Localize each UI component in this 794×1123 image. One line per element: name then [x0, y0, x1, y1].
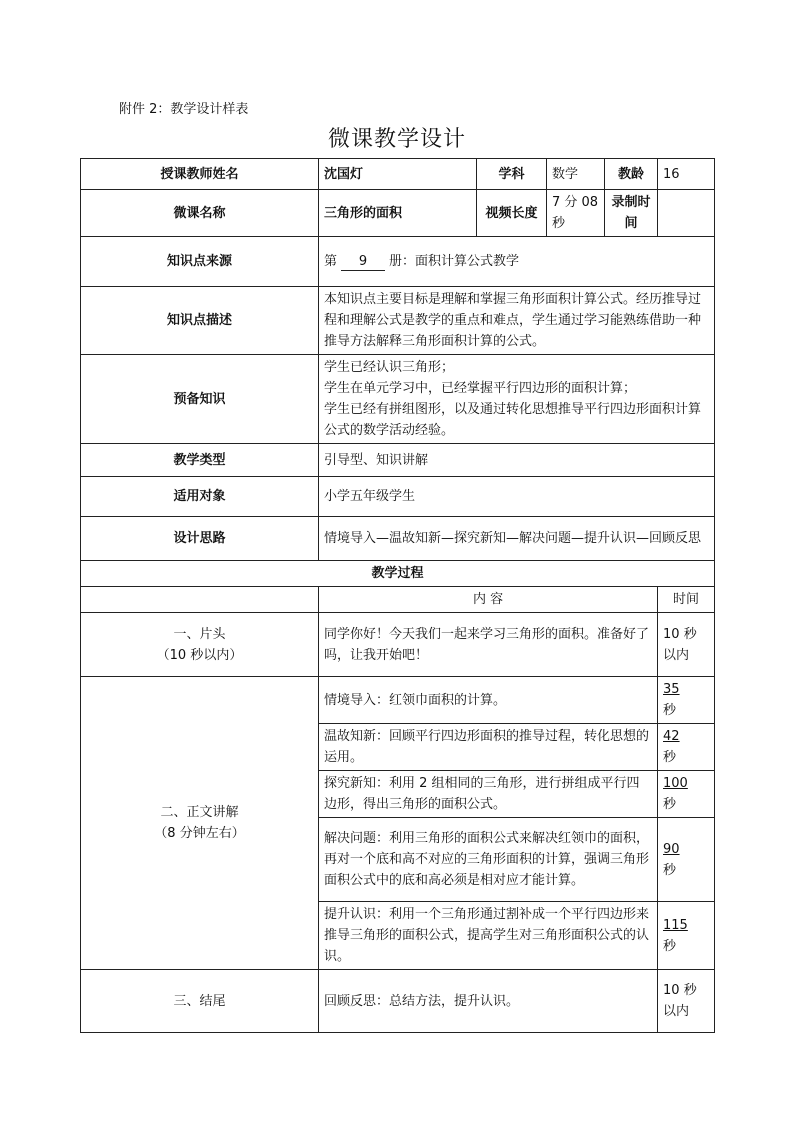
step-time	[658, 771, 715, 818]
step-time-number: 100	[663, 776, 688, 791]
step-time-unit: 秒	[663, 862, 677, 878]
process-header-blank	[81, 587, 319, 613]
step-time	[658, 677, 715, 724]
prerequisite-line: 学生在单元学习中，已经掌握平行四边形的面积计算；	[324, 381, 637, 396]
video-length-label: 视频长度	[477, 190, 547, 237]
step-time-unit: 秒	[663, 750, 677, 765]
body-note: （8 分钟左右）	[154, 826, 245, 841]
type-label: 教学类型	[81, 444, 319, 477]
document-title: 微课教学设计	[327, 127, 466, 152]
record-time-value	[658, 190, 715, 237]
step-time-number: 35	[663, 682, 680, 697]
age-label: 教龄	[605, 159, 658, 190]
step-time-unit: 秒	[663, 938, 677, 954]
attachment-label: 附件 2：教学设计样表	[119, 102, 249, 117]
target-value: 小学五年级学生	[319, 477, 715, 517]
type-value: 引导型、知识讲解	[319, 444, 715, 477]
process-title: 教学过程	[81, 561, 715, 587]
age-value: 16	[658, 159, 715, 190]
target-label: 适用对象	[81, 477, 319, 517]
source-suffix: 册：面积计算公式教学	[389, 254, 520, 269]
intro-name: 一、片头	[173, 626, 226, 642]
step-content: 解决问题：利用三角形的面积公式来解决红领巾的面积，再对一个底和高不对应的三角形面积的计算，强调三角形面积公式中的底和高必须是相对应才能计算。	[319, 818, 658, 902]
prerequisite-line: 学生已经有拼组图形，以及通过转化思想推导平行四边形面积计算公式的数学活动经验。	[324, 402, 702, 438]
course-label: 微课名称	[81, 190, 319, 237]
record-time-label: 录制时间	[605, 190, 658, 237]
step-time-number: 42	[663, 729, 680, 744]
step-content: 温故知新：回顾平行四边形面积的推导过程，转化思想的运用。	[319, 724, 658, 771]
intro-content: 同学你好！今天我们一起来学习三角形的面积。准备好了吗，让我开始吧！	[319, 613, 658, 677]
content-header: 内 容	[319, 587, 658, 613]
step-time	[658, 902, 715, 970]
step-time-unit: 秒	[663, 797, 677, 812]
time-header: 时间	[658, 587, 715, 613]
prerequisite-line: 学生已经认识三角形；	[324, 360, 455, 375]
end-section: 三、结尾	[81, 970, 319, 1033]
teacher-label: 授课教师姓名	[81, 159, 319, 190]
prerequisite-label: 预备知识	[81, 355, 319, 444]
intro-section	[81, 613, 319, 677]
body-section	[81, 677, 319, 970]
end-content: 回顾反思：总结方法，提升认识。	[319, 970, 658, 1033]
step-time	[658, 724, 715, 771]
video-length-value: 7 分 08 秒	[547, 190, 605, 237]
course-value: 三角形的面积	[319, 190, 477, 237]
subject-label: 学科	[477, 159, 547, 190]
subject-value: 数学	[547, 159, 605, 190]
step-time	[658, 818, 715, 902]
source-prefix: 第	[324, 254, 338, 269]
design-idea-value: 情境导入—温故知新—探究新知—解决问题—提升认识—回顾反思	[319, 517, 715, 561]
step-time-number: 90	[663, 841, 680, 857]
step-time-number: 115	[663, 917, 688, 933]
body-name: 二、正文讲解	[160, 805, 239, 820]
source-label: 知识点来源	[81, 237, 319, 287]
design-table	[80, 158, 715, 1033]
prerequisite-value	[319, 355, 715, 444]
source-value	[319, 237, 715, 287]
description-label: 知识点描述	[81, 287, 319, 355]
teacher-value: 沈国灯	[319, 159, 477, 190]
step-content: 提升认识：利用一个三角形通过割补成一个平行四边形来推导三角形的面积公式，提高学生对三角形面积公式的认识。	[319, 902, 658, 970]
step-content: 情境导入：红领巾面积的计算。	[319, 677, 658, 724]
step-content: 探究新知：利用 2 组相同的三角形，进行拼组成平行四边形，得出三角形的面积公式。	[319, 771, 658, 818]
intro-note: （10 秒以内）	[156, 647, 243, 663]
description-value: 本知识点主要目标是理解和掌握三角形面积计算公式。经历推导过程和理解公式是教学的重点和难点，学生通过学习能熟练借助一种推导方法解释三角形面积计算的公式。	[319, 287, 715, 355]
design-idea-label: 设计思路	[81, 517, 319, 561]
source-volume: 9	[341, 254, 385, 271]
step-time-unit: 秒	[663, 703, 677, 718]
intro-time: 10 秒以内	[658, 613, 715, 677]
end-time: 10 秒以内	[658, 970, 715, 1033]
